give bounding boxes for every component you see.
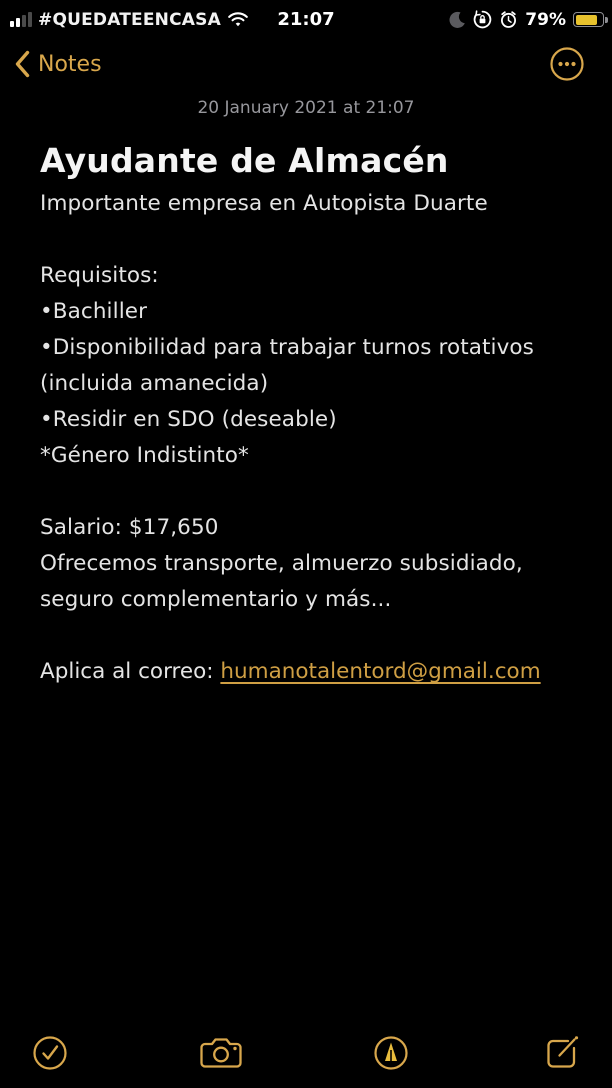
- camera-button[interactable]: [198, 1030, 244, 1076]
- alarm-icon: [499, 10, 518, 29]
- note-line: [40, 222, 592, 258]
- status-bar-time: 21:07: [277, 9, 335, 30]
- note-line: seguro complementario y más...: [40, 587, 392, 612]
- checklist-icon: [30, 1033, 70, 1073]
- cellular-signal-icon: [10, 12, 32, 27]
- email-link[interactable]: humanotalentord@gmail.com: [220, 659, 541, 684]
- chevron-left-icon: [14, 50, 30, 78]
- nav-bar: [0, 40, 612, 88]
- status-bar-right: [307, 10, 604, 30]
- compose-button[interactable]: [539, 1030, 585, 1076]
- orientation-lock-icon: [473, 10, 492, 29]
- note-line: •Bachiller: [40, 299, 148, 324]
- email-prefix-text: Aplica al correo:: [40, 659, 221, 684]
- back-button-label: Notes: [38, 51, 102, 77]
- note-line: (incluida amanecida): [40, 371, 269, 396]
- note-line: [40, 474, 592, 510]
- note-line: Requisitos:: [40, 263, 159, 288]
- more-options-button[interactable]: [548, 45, 586, 83]
- note-line: Salario: $17,650: [40, 515, 219, 540]
- status-bar-left: [10, 10, 307, 30]
- back-to-notes-button[interactable]: [14, 50, 102, 78]
- note-line: •Disponibilidad para trabajar turnos rotativos: [40, 335, 534, 360]
- camera-icon: [198, 1033, 244, 1073]
- note-email-line: [40, 654, 592, 690]
- note-line: [40, 618, 592, 654]
- note-line: *Género Indistinto*: [40, 443, 249, 468]
- wifi-icon: [227, 12, 249, 28]
- compose-icon: [541, 1032, 583, 1074]
- markup-button[interactable]: [368, 1030, 414, 1076]
- ellipsis-circle-icon: [549, 46, 585, 82]
- status-bar: [0, 0, 612, 35]
- note-line: Importante empresa en Autopista Duarte: [40, 191, 488, 216]
- markup-icon: [371, 1033, 411, 1073]
- battery-icon: [573, 12, 604, 27]
- note-body-lines: [40, 186, 592, 654]
- notes-toolbar: [0, 1018, 612, 1088]
- moon-icon: [448, 11, 466, 29]
- battery-percent-label: 79%: [525, 9, 566, 30]
- note-date: 20 January 2021 at 21:07: [197, 98, 415, 118]
- note-title: Ayudante de Almacén: [40, 141, 449, 180]
- carrier-label: #QUEDATEENCASA: [38, 9, 221, 30]
- checklist-button[interactable]: [27, 1030, 73, 1076]
- note-line: Ofrecemos transporte, almuerzo subsidiado,: [40, 551, 523, 576]
- note-editor[interactable]: [0, 92, 612, 690]
- note-line: •Residir en SDO (deseable): [40, 407, 337, 432]
